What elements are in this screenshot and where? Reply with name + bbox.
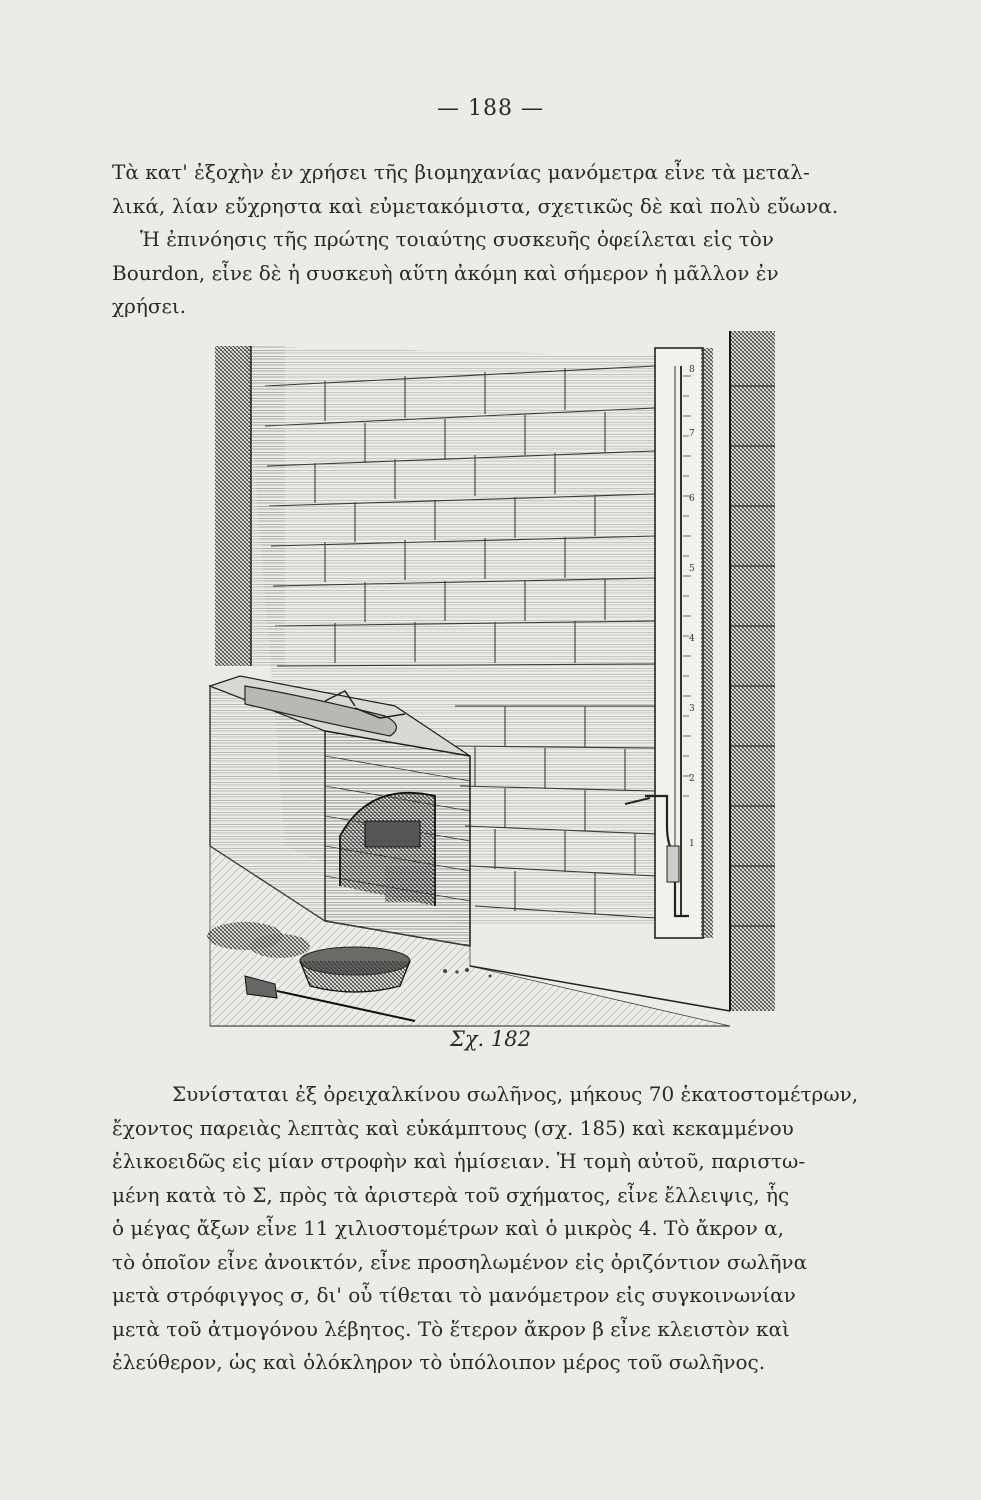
scale-mark: 3 <box>689 704 695 714</box>
scale-mark: 2 <box>689 774 695 784</box>
scale-mark: 5 <box>689 564 695 574</box>
text-line: χρήσει. <box>112 294 187 318</box>
text-line: ἔχοντος παρειὰς λεπτὰς καὶ εὐκάμπτους (σχ. 185) καὶ κεκαμμένου <box>112 1115 794 1140</box>
text-line: Bourdon, εἶνε δὲ ἡ συσκευὴ αὕτη ἀκόμη καὶ σήμερον ἡ μᾶλλον ἐν <box>112 260 779 285</box>
text-line: Συνίσταται ἐξ ὀρειχαλκίνου σωλῆνος, μήκους 70 ἑκατοστομέτρων, <box>172 1082 859 1106</box>
right-pillar <box>730 331 775 1011</box>
text-line: ὁ μέγας ἄξων εἶνε 11 χιλιοστομέτρων καὶ ὁ μικρὸς 4. Τὸ ἄκρον α, <box>112 1216 784 1240</box>
text-line: ἑλικοειδῶς εἰς μίαν στροφὴν καὶ ἡμίσειαν. Ἡ τομὴ αὐτοῦ, παριστω- <box>112 1149 806 1173</box>
figure-manometer-engraving <box>205 326 777 1038</box>
text-line: τὸ ὁποῖον εἶνε ἀνοικτόν, εἶνε προσηλωμένον εἰς ὁριζόντιον σωλῆνα <box>112 1249 808 1274</box>
text-line: λικά, λίαν εὔχρηστα καὶ εὐμετακόμιστα, σχετικῶς δὲ καὶ πολὺ εὔωνα. <box>112 193 839 218</box>
scale-mark: 4 <box>689 634 695 644</box>
text-line: ἐλεύθερον, ὡς καὶ ὁλόκληρον τὸ ὑπόλοιπον μέρος τοῦ σωλῆνος. <box>112 1350 766 1374</box>
scale-mark: 7 <box>689 429 695 439</box>
paragraph-bottom <box>112 1078 872 1380</box>
figure-caption: Σχ. 182 <box>449 1027 531 1051</box>
left-pillar <box>215 346 285 666</box>
text-line: Τὰ κατ' ἐξοχὴν ἐν χρήσει τῆς βιομηχανίας μανόμετρα εἶνε τὰ μεταλ- <box>112 160 810 184</box>
text-line: μετὰ τοῦ ἀτμογόνου λέβητος. Τὸ ἕτερον ἄκρον β εἶνε κλειστὸν καὶ <box>112 1316 790 1341</box>
scale-mark: 6 <box>689 494 695 504</box>
text-line: Ἡ ἐπινόησις τῆς πρώτης τοιαύτης συσκευῆς ὀφείλεται εἰς τὸν <box>140 227 774 251</box>
text-line: μετὰ στρόφιγγος σ, δι' οὗ τίθεται τὸ μανόμετρον εἰς συγκοινωνίαν <box>112 1283 796 1307</box>
page-number: — 188 — <box>437 96 544 121</box>
scale-mark: 1 <box>689 839 695 849</box>
paragraph-top <box>112 156 872 324</box>
scale-mark: 8 <box>689 365 695 375</box>
text-line: μένη κατὰ τὸ Σ, πρὸς τὰ ἀριστερὰ τοῦ σχήματος, εἶνε ἔλλειψις, ἧς <box>112 1182 790 1207</box>
